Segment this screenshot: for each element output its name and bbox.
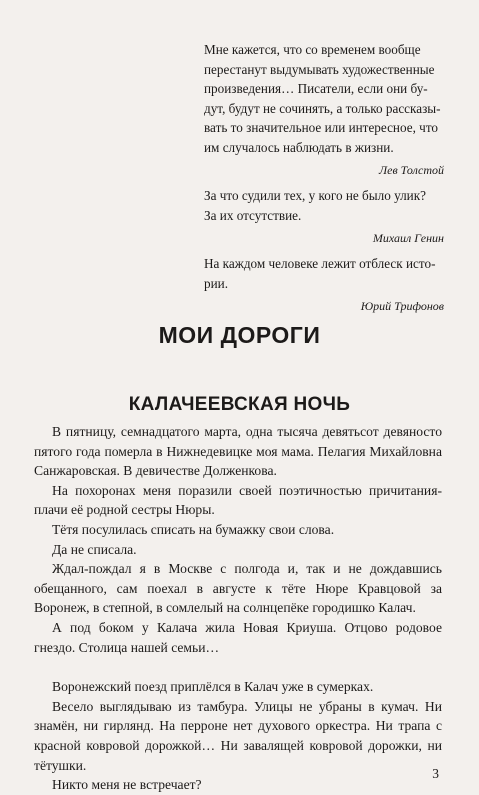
epigraph-line: рии.: [204, 275, 229, 291]
epigraph-trifonov: [204, 254, 444, 314]
paragraph: А под боком у Калача жила Новая Криуша. Отцово родовое гнездо. Столица нашей семьи…: [34, 619, 442, 655]
epigraph-tolstoy: [204, 40, 444, 178]
epigraph-line: дут, будут не сочинять, а только рассказы-: [204, 100, 441, 116]
page-number: 3: [432, 766, 439, 781]
paragraph: Воронежский поезд приплёлся в Калач уже в сумерках.: [52, 679, 374, 695]
epigraph-author: Лев Толстой: [379, 163, 444, 177]
epigraph-line: За их отсутствие.: [204, 207, 302, 223]
paragraph: На похоронах меня поразили своей поэтичностью причитания-плачи её родной сестры Нюры.: [34, 482, 442, 518]
epigraph-author: Михаил Генин: [372, 231, 444, 245]
epigraphs: [204, 40, 444, 322]
epigraph-line: перестанут выдумывать художественные: [204, 61, 435, 77]
epigraph-line: произведения… Писатели, если они бу-: [204, 81, 428, 96]
paragraph: Весело выглядываю из тамбура. Улицы не убраны в кумач. Ни знамён, ни гирлянд. На перроне нет духового оркестра. Ни трапа с красной ковровой дорожкой… Ни завалящей ковровой дорожки, ни тётушки.: [34, 698, 442, 773]
paragraph: В пятницу, семнадцатого марта, одна тысяча девятьсот девяносто пятого года померла в Нижнедевицке моя мама. Пелагия Михайловна Санжаровская. В девичестве Долженкова.: [34, 424, 442, 479]
paragraph: Ждал-пождал я в Москве с полгода и, так и не дождавшись обещанного, сам поехал в августе к тёте Нюре Кравцовой за Воронеж, в степной, в сомлелый на солнцепёке городишко Калач.: [34, 561, 442, 616]
epigraph-line: За что судили тех, у кого не было улик?: [204, 188, 426, 203]
paragraph: Тётя посулилась списать на бумажку свои слова.: [52, 521, 335, 537]
paragraph: Да не списала.: [52, 541, 137, 557]
epigraph-genin: [204, 186, 444, 246]
section-title: КАЛАЧЕЕВСКАЯ НОЧЬ: [128, 394, 351, 415]
epigraph-author: Юрий Трифонов: [360, 299, 444, 313]
epigraph-line: вать то значительное или интересное, что: [204, 120, 439, 135]
paragraph: Никто меня не встречает?: [52, 777, 202, 793]
body-text: [34, 422, 442, 795]
chapter-title: МОИ ДОРОГИ: [158, 322, 321, 348]
epigraph-line: Мне кажется, что со временем вообще: [204, 42, 421, 57]
scene-break: [34, 657, 442, 677]
epigraph-line: На каждом человеке лежит отблеск исто-: [204, 256, 436, 271]
epigraph-line: им случалось наблюдать в жизни.: [204, 139, 394, 155]
